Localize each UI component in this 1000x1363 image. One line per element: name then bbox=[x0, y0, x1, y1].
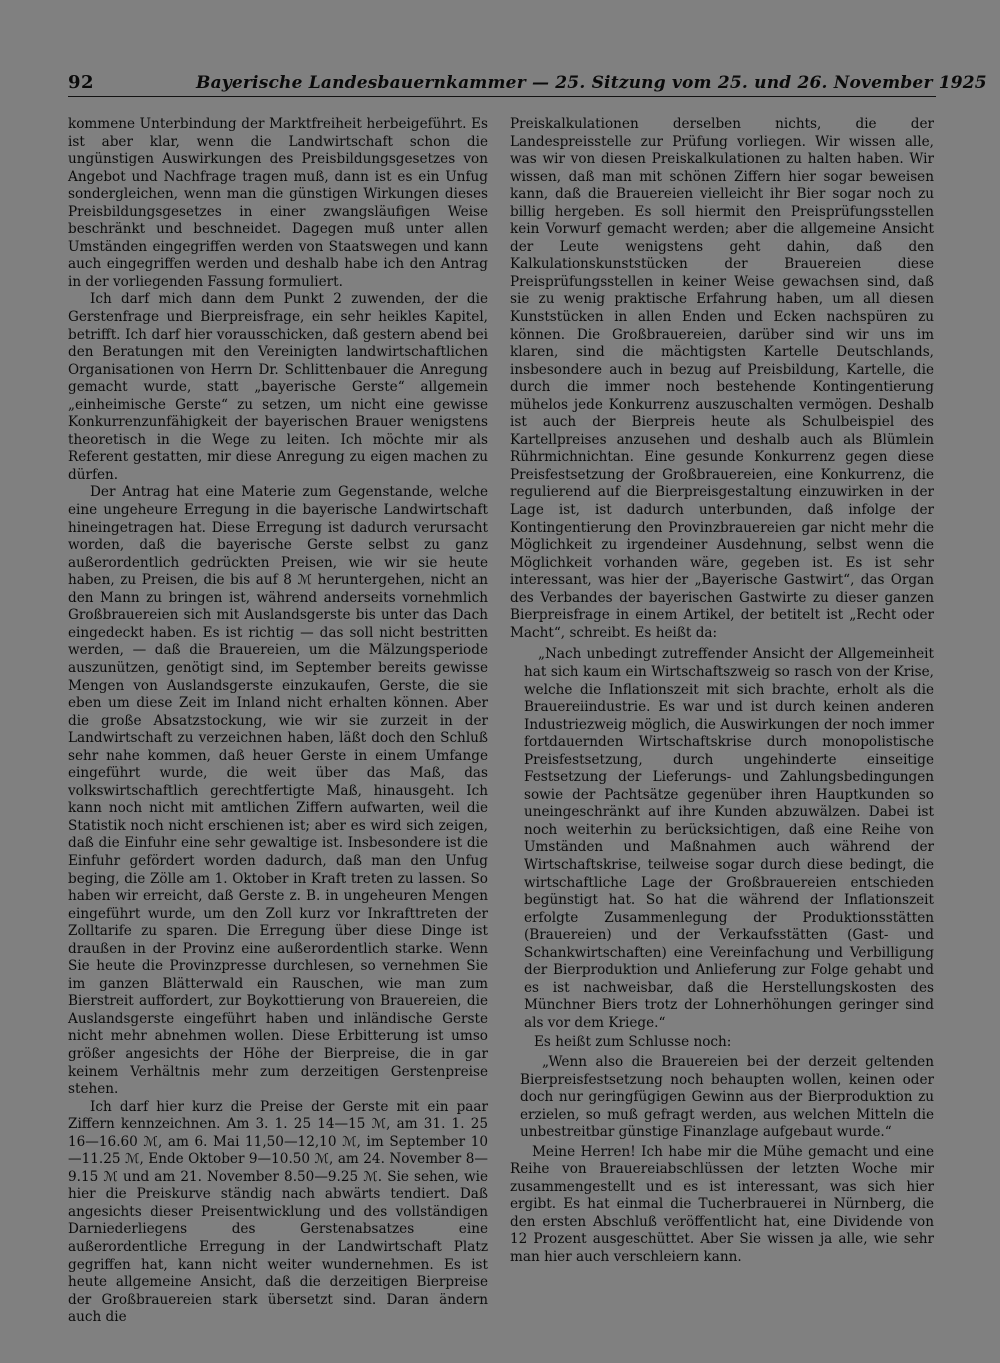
block-quote: „Wenn also die Brauereien bei der derzeit geltenden Bierpreisfestsetzung noch behaupten wollen, keinen oder doch nur geringfügigen Gewinn aus der Bierproduktion zu erzielen, so muß gefragt werden, aus welchen Mitteln die unbestreitbar günstige Finanzlage aufgebaut wurde.“ bbox=[520, 1053, 934, 1141]
paragraph: Ich darf mich dann dem Punkt 2 zuwenden, der die Gerstenfrage und Bierpreisfrage, ein sehr heikles Kapitel, betrifft. Ich darf hier vorausschicken, daß gestern abend bei den Beratungen mit den Vereinigten landwirtschaftlichen Organisationen von Herrn Dr. Schlittenbauer die Anregung gemacht wurde, statt „bayerische Gerste“ allgemein „einheimische Gerste“ zu setzen, um nicht eine gewisse Konkurrenzunfähigkeit der bayerischen Brauer wenigstens theoretisch in die Wege zu leiten. Ich möchte mir als Referent gestatten, mir diese Anregung zu eigen machen zu dürfen. bbox=[68, 291, 488, 483]
page-number: 92 bbox=[68, 72, 95, 93]
left-column bbox=[68, 116, 488, 1327]
paragraph: Preiskalkulationen derselben nichts, die der Landespreisstelle zur Prüfung vorliegen. Wir wissen alle, was wir von diesen Preiskalkulationen zu halten haben. Wir wissen, daß man mit schönen Ziffern hier sogar beweisen kann, daß die Brauereien vielleicht ihr Bier sogar noch zu billig hergeben. Es soll hiermit den Preisprüfungsstellen kein Vorwurf gemacht werden; aber die allgemeine Ansicht der Leute wenigstens geht dahin, daß den Kalkulationskunststücken der Brauereien diese Preisprüfungsstellen in keiner Weise gewachsen sind, daß sie zu wenig praktische Erfahrung haben, um all diesen Kunststücken in allen Enden und Ecken nachspüren zu können. Die Großbrauereien, darüber sind wir uns im klaren, sind die mächtigsten Kartelle Deutschlands, insbesondere auch in bezug auf Preisbildung, Kartelle, die durch die immer noch bestehende Kontingentierung mühelos jede Konkurrenz auszuschalten vermögen. Deshalb ist auch der Bierpreis heute als Schulbeispiel des Kartellpreises anzusehen und deshalb auch als Blümlein Rührmichnichtan. Eine gesunde Konkurrenz gegen diese Preisfestsetzung der Großbrauereien, eine Konkurrenz, die regulierend auf die Bierpreisgestaltung einzuwirken in der Lage ist, ist dadurch unterbunden, daß infolge der Kontingentierung den Provinzbrauereien gar nicht mehr die Möglichkeit zu irgendeiner Ausdehnung, selbst wenn die Möglichkeit vorhanden wäre, gegeben ist. Es ist sehr interessant, was hier der „Bayerische Gastwirt“, das Organ des Verbandes der bayerischen Gastwirte zu dieser ganzen Bierpreisfrage in einem Artikel, der betitelt ist „Recht oder Macht“, schreibt. Es heißt da: bbox=[510, 116, 934, 641]
page-header bbox=[68, 70, 987, 97]
right-column bbox=[510, 116, 934, 1267]
paragraph: Meine Herren! Ich habe mir die Mühe gemacht und eine Reihe von Brauereiabschlüssen der letzten Woche mir zusammengestellt und es ist interessant, was sich hier ergibt. Es hat einmal die Tucherbrauerei in Nürnberg, die den ersten Abschluß veröffentlicht hat, eine Dividende von 12 Prozent ausgeschüttet. Aber Sie wissen ja alle, wie sehr man hier auch verschleiern kann. bbox=[510, 1143, 934, 1265]
paragraph: Es heißt zum Schlusse noch: bbox=[534, 1034, 732, 1051]
paragraph: Der Antrag hat eine Materie zum Gegenstande, welche eine ungeheure Erregung in die bayerische Landwirtschaft hineingetragen hat. Diese Erregung ist dadurch verursacht worden, daß die bayerische Gerste selbst zu ganz außerordentlich gedrückten Preisen, wie wir sie heute haben, zu Preisen, die bis auf 8 ℳ heruntergehen, nicht an den Mann zu bringen ist, während anderseits vornehmlich Großbrauereien sich mit Auslandsgerste bis unter das Dach eingedeckt haben. Es ist richtig — das soll nicht bestritten werden, — daß die Brauereien, um die Mälzungsperiode auszunützen, genötigt sind, im September bereits gewisse Mengen von Auslandsgerste einzukaufen, Gerste, die sie eben um diese Zeit im Inland nicht erhalten können. Aber die große Absatzstockung, wie wir sie zurzeit in der Landwirtschaft zu verzeichnen haben, läßt doch den Schluß sehr nahe kommen, daß heuer Gerste in einem Umfange eingeführt wurde, die weit über das Maß, das volkswirtschaftlich gerechtfertigte Maß, hinausgeht. Ich kann noch nicht mit amtlichen Ziffern aufwarten, weil die Statistik noch nicht erschienen ist; aber es wird sich zeigen, daß die Einfuhr eine sehr gewaltige ist. Insbesondere ist die Einfuhr gefördert worden dadurch, daß man den Unfug beging, die Zölle am 1. Oktober in Kraft treten zu lassen. So haben wir erreicht, daß Gerste z. B. in ungeheuren Mengen eingeführt wurde, um den Zoll kurz vor Inkrafttreten der Zolltarife zu sparen. Die Erregung über diese Dinge ist draußen in der Provinz eine außerordentlich starke. Wenn Sie heute die Provinzpresse durchlesen, so vernehmen Sie im ganzen Blätterwald ein Rauschen, wie man zum Bierstreit auffordert, zur Boykottierung von Brauereien, die Auslandsgerste eingeführt haben und inländische Gerste nicht mehr abnehmen wollen. Diese Erbitterung ist umso größer angesichts der Höhe der Bierpreise, die in gar keinem Verhältnis mehr zum derzeitigen Gerstenpreise stehen. bbox=[68, 484, 488, 1098]
block-quote: „Nach unbedingt zutreffender Ansicht der Allgemeinheit hat sich kaum ein Wirtschaftszweig so rasch von der Krise, welche die Inflationszeit mit sich brachte, erholt als die Brauereiindustrie. Es war und ist durch keinen anderen Industriezweig möglich, die Auswirkungen der noch immer fortdauernden Wirtschaftskrise durch monopolistische Preisfestsetzung, durch ungehinderte einseitige Festsetzung der Lieferungs- und Zahlungsbedingungen sowie der Pachtsätze gegenüber ihren Hauptkunden so uneingeschränkt auf ihre Kunden abzuwälzen. Dabei ist noch weiterhin zu berücksichtigen, daß eine Reihe von Umständen und Maßnahmen auch während der Wirtschaftskrise, teilweise sogar durch diese bedingt, die wirtschaftliche Lage der Großbrauereien entschieden begünstigt hat. So hat die während der Inflationszeit erfolgte Zusammenlegung der Produktionsstätten (Brauereien) und der Verkaufsstätten (Gast- und Schankwirtschaften) eine Vereinfachung und Verbilligung der Bierproduktion und Anlieferung zur Folge gehabt und es ist nachweisbar, daß die Herstellungskosten des Münchner Biers trotz der Lohnerhöhungen geringer sind als vor dem Kriege.“ bbox=[524, 646, 934, 1031]
paragraph: Ich darf hier kurz die Preise der Gerste mit ein paar Ziffern kennzeichnen. Am 3. 1. 25 14—15 ℳ, am 31. 1. 25 16—16.60 ℳ, am 6. Mai 11,50—12,10 ℳ, im September 10—11.25 ℳ, Ende Oktober 9—10.50 ℳ, am 24. November 8—9.15 ℳ und am 21. November 8.50—9.25 ℳ. Sie sehen, wie hier die Preiskurve ständig nach abwärts tendiert. Daß angesichts dieser Preisentwicklung und des vollständigen Darniederliegens des Gerstenabsatzes eine außerordentliche Erregung in der Landwirtschaft Platz gegriffen hat, kann nicht weiter wundernehmen. Es ist heute allgemeine Ansicht, daß die derzeitigen Bierpreise der Großbrauereien stark übersetzt sind. Daran ändern auch die bbox=[68, 1098, 488, 1326]
running-title: Bayerische Landesbauernkammer — 25. Sitzung vom 25. und 26. November 1925 bbox=[196, 73, 987, 93]
paragraph: kommene Unterbindung der Marktfreiheit herbeigeführt. Es ist aber klar, wenn die Landwirtschaft schon die ungünstigen Auswirkungen des Preisbildungsgesetzes von Angebot und Nachfrage tragen muß, dann ist es ein Unfug sondergleichen, wenn man die günstigen Wirkungen dieses Preisbildungsgesetzes in einer zwangsläufigen Weise beschränkt und beschneidet. Dagegen muß unter allen Umständen eingegriffen werden von Staatswegen und kann auch eingegriffen werden und deshalb habe ich den Antrag in der vorliegenden Fassung formuliert. bbox=[68, 116, 488, 290]
